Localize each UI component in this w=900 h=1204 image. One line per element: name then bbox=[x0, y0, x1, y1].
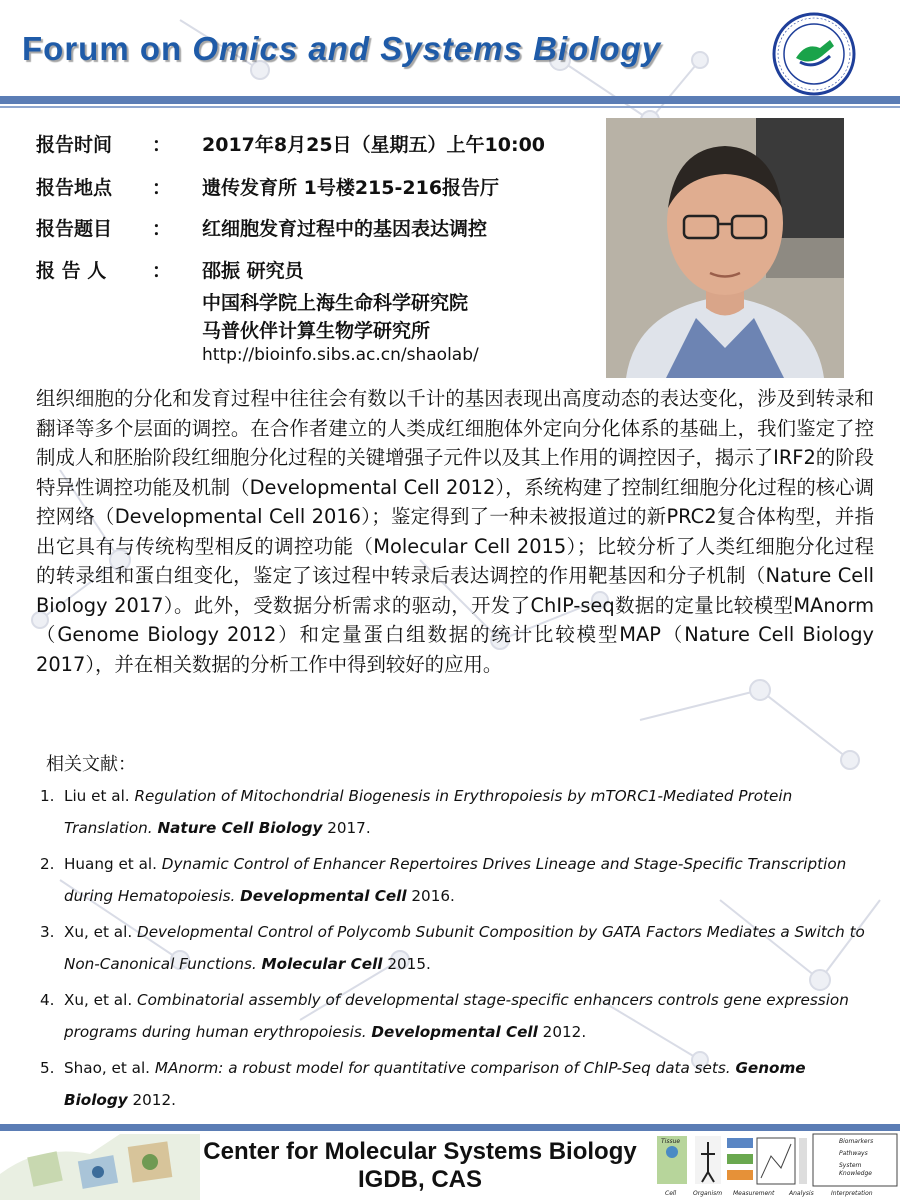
caption-measurement: Measurement bbox=[733, 1190, 775, 1197]
caption-interpretation: Interpretation bbox=[831, 1190, 873, 1197]
reference-authors: Xu, et al. bbox=[64, 923, 137, 941]
colon: ： bbox=[152, 218, 172, 240]
reference-authors: Liu et al. bbox=[64, 787, 135, 805]
reference-number: 1. bbox=[40, 787, 55, 805]
caption-tissue: Tissue bbox=[661, 1138, 681, 1145]
colon: ： bbox=[152, 260, 172, 282]
institute-logo bbox=[772, 12, 856, 96]
place-value: 遗传发育所 1号楼215-216报告厅 bbox=[202, 177, 500, 199]
speaker-value: 邵振 研究员 bbox=[202, 260, 304, 282]
reference-title: Regulation of Mitochondrial Biogenesis in Erythropoiesis by mTORC1-Mediated Protein Translation. bbox=[64, 787, 793, 837]
time-value: 2017年8月25日（星期五）上午10:00 bbox=[202, 134, 546, 156]
reference-authors: Huang et al. bbox=[64, 855, 162, 873]
reference-item bbox=[40, 780, 870, 844]
caption-analysis: Analysis bbox=[789, 1190, 814, 1197]
systems-biology-diagram bbox=[655, 1132, 900, 1200]
references-list bbox=[40, 780, 870, 1120]
topic-value: 红细胞发育过程中的基因表达调控 bbox=[202, 218, 488, 240]
forum-title bbox=[22, 30, 782, 68]
reference-title: MAnorm: a robust model for quantitative comparison of ChIP-Seq data sets. bbox=[154, 1059, 731, 1077]
reference-title: Developmental Control of Polycomb Subunit Composition by GATA Factors Mediates a Switch to Non-Canonical Functions. bbox=[64, 923, 865, 973]
reference-number: 2. bbox=[40, 855, 55, 873]
references-heading: 相关文献： bbox=[46, 754, 136, 775]
place-label: 报告地点 bbox=[36, 177, 113, 199]
reference-item bbox=[40, 1052, 870, 1116]
footer-rule bbox=[0, 1124, 900, 1131]
footer-line2: IGDB, CAS bbox=[357, 1166, 482, 1193]
affiliation-1: 中国科学院上海生命科学研究院 bbox=[202, 292, 469, 314]
reference-journal: Developmental Cell bbox=[240, 887, 407, 905]
reference-year: 2015. bbox=[387, 955, 431, 973]
footer-title bbox=[200, 1138, 640, 1194]
footer-line1: Center for Molecular Systems Biology bbox=[203, 1138, 637, 1165]
reference-journal: Developmental Cell bbox=[371, 1023, 538, 1041]
reference-journal: Genome Biology bbox=[64, 1059, 806, 1109]
box-label-system: System bbox=[839, 1162, 862, 1169]
reference-item bbox=[40, 916, 870, 980]
time-label: 报告时间 bbox=[36, 134, 113, 156]
topic-label: 报告题目 bbox=[36, 218, 113, 240]
box-label-biomarkers: Biomarkers bbox=[839, 1138, 874, 1145]
reference-authors: Shao, et al. bbox=[64, 1059, 155, 1077]
affiliation-2: 马普伙伴计算生物学研究所 bbox=[202, 320, 431, 342]
reference-title: Combinatorial assembly of developmental stage-specific enhancers controls gene expression programs during human erythropoiesis. bbox=[64, 991, 849, 1041]
box-label-knowledge: Knowledge bbox=[839, 1170, 872, 1177]
forum-title-part2: Omics and Systems Biology bbox=[192, 30, 662, 67]
footer-bio-image bbox=[0, 1134, 200, 1200]
header-rule-thin bbox=[0, 106, 900, 108]
header-rule bbox=[0, 96, 900, 104]
speaker-label: 报 告 人 bbox=[36, 260, 107, 282]
reference-item bbox=[40, 848, 870, 912]
reference-year: 2012. bbox=[132, 1091, 176, 1109]
box-label-pathways: Pathways bbox=[839, 1150, 868, 1157]
speaker-photo bbox=[606, 118, 844, 378]
abstract-text: 组织细胞的分化和发育过程中往往会有数以千计的基因表现出高度动态的表达变化，涉及到转录和翻译等多个层面的调控。在合作者建立的人类成红细胞体外定向分化体系的基础上，我们鉴定了控制成人和胚胎阶段红细胞分化过程的关键增强子元件以及其上作用的调控因子，揭示了IRF2的阶段特异性调控功能及机制（Developmental Cell 2012），系统构建了控制红细胞分化过程的核心调控网络（Developmental Cell 2016）；鉴定得到了一种未被报道过的新PRC2复合体构型，并指出它具有与传统构型相反的调控功能（Molecular Cell 2015）；比较分析了人类红细胞分化过程的转录组和蛋白组变化，鉴定了该过程中转录后表达调控的作用靶基因和分子机制（Nature Cell Biology 2017）。此外，受数据分析需求的驱动，开发了ChIP-seq数据的定量比较模型MAnorm（Genome Biology 2012）和定量蛋白组数据的统计比较模型MAP（Nature Cell Biology 2017），并在相关数据的分析工作中得到较好的应用。 bbox=[36, 387, 874, 676]
reference-number: 4. bbox=[40, 991, 55, 1009]
reference-year: 2017. bbox=[327, 819, 371, 837]
reference-authors: Xu, et al. bbox=[64, 991, 137, 1009]
reference-year: 2012. bbox=[542, 1023, 587, 1041]
forum-title-part1: Forum on bbox=[22, 30, 193, 67]
reference-number: 5. bbox=[40, 1059, 55, 1077]
reference-item bbox=[40, 984, 870, 1048]
caption-organism: Organism bbox=[693, 1190, 723, 1197]
caption-cell: Cell bbox=[665, 1190, 677, 1197]
reference-year: 2016. bbox=[411, 887, 455, 905]
lab-url[interactable]: http://bioinfo.sibs.ac.cn/shaolab/ bbox=[202, 345, 479, 365]
reference-journal: Molecular Cell bbox=[261, 955, 383, 973]
colon: ： bbox=[152, 177, 172, 199]
colon: ： bbox=[152, 134, 172, 156]
reference-journal: Nature Cell Biology bbox=[157, 819, 323, 837]
reference-number: 3. bbox=[40, 923, 55, 941]
reference-title: Dynamic Control of Enhancer Repertoires Drives Lineage and Stage-Specific Transcription during Hematopoiesis. bbox=[64, 855, 847, 905]
